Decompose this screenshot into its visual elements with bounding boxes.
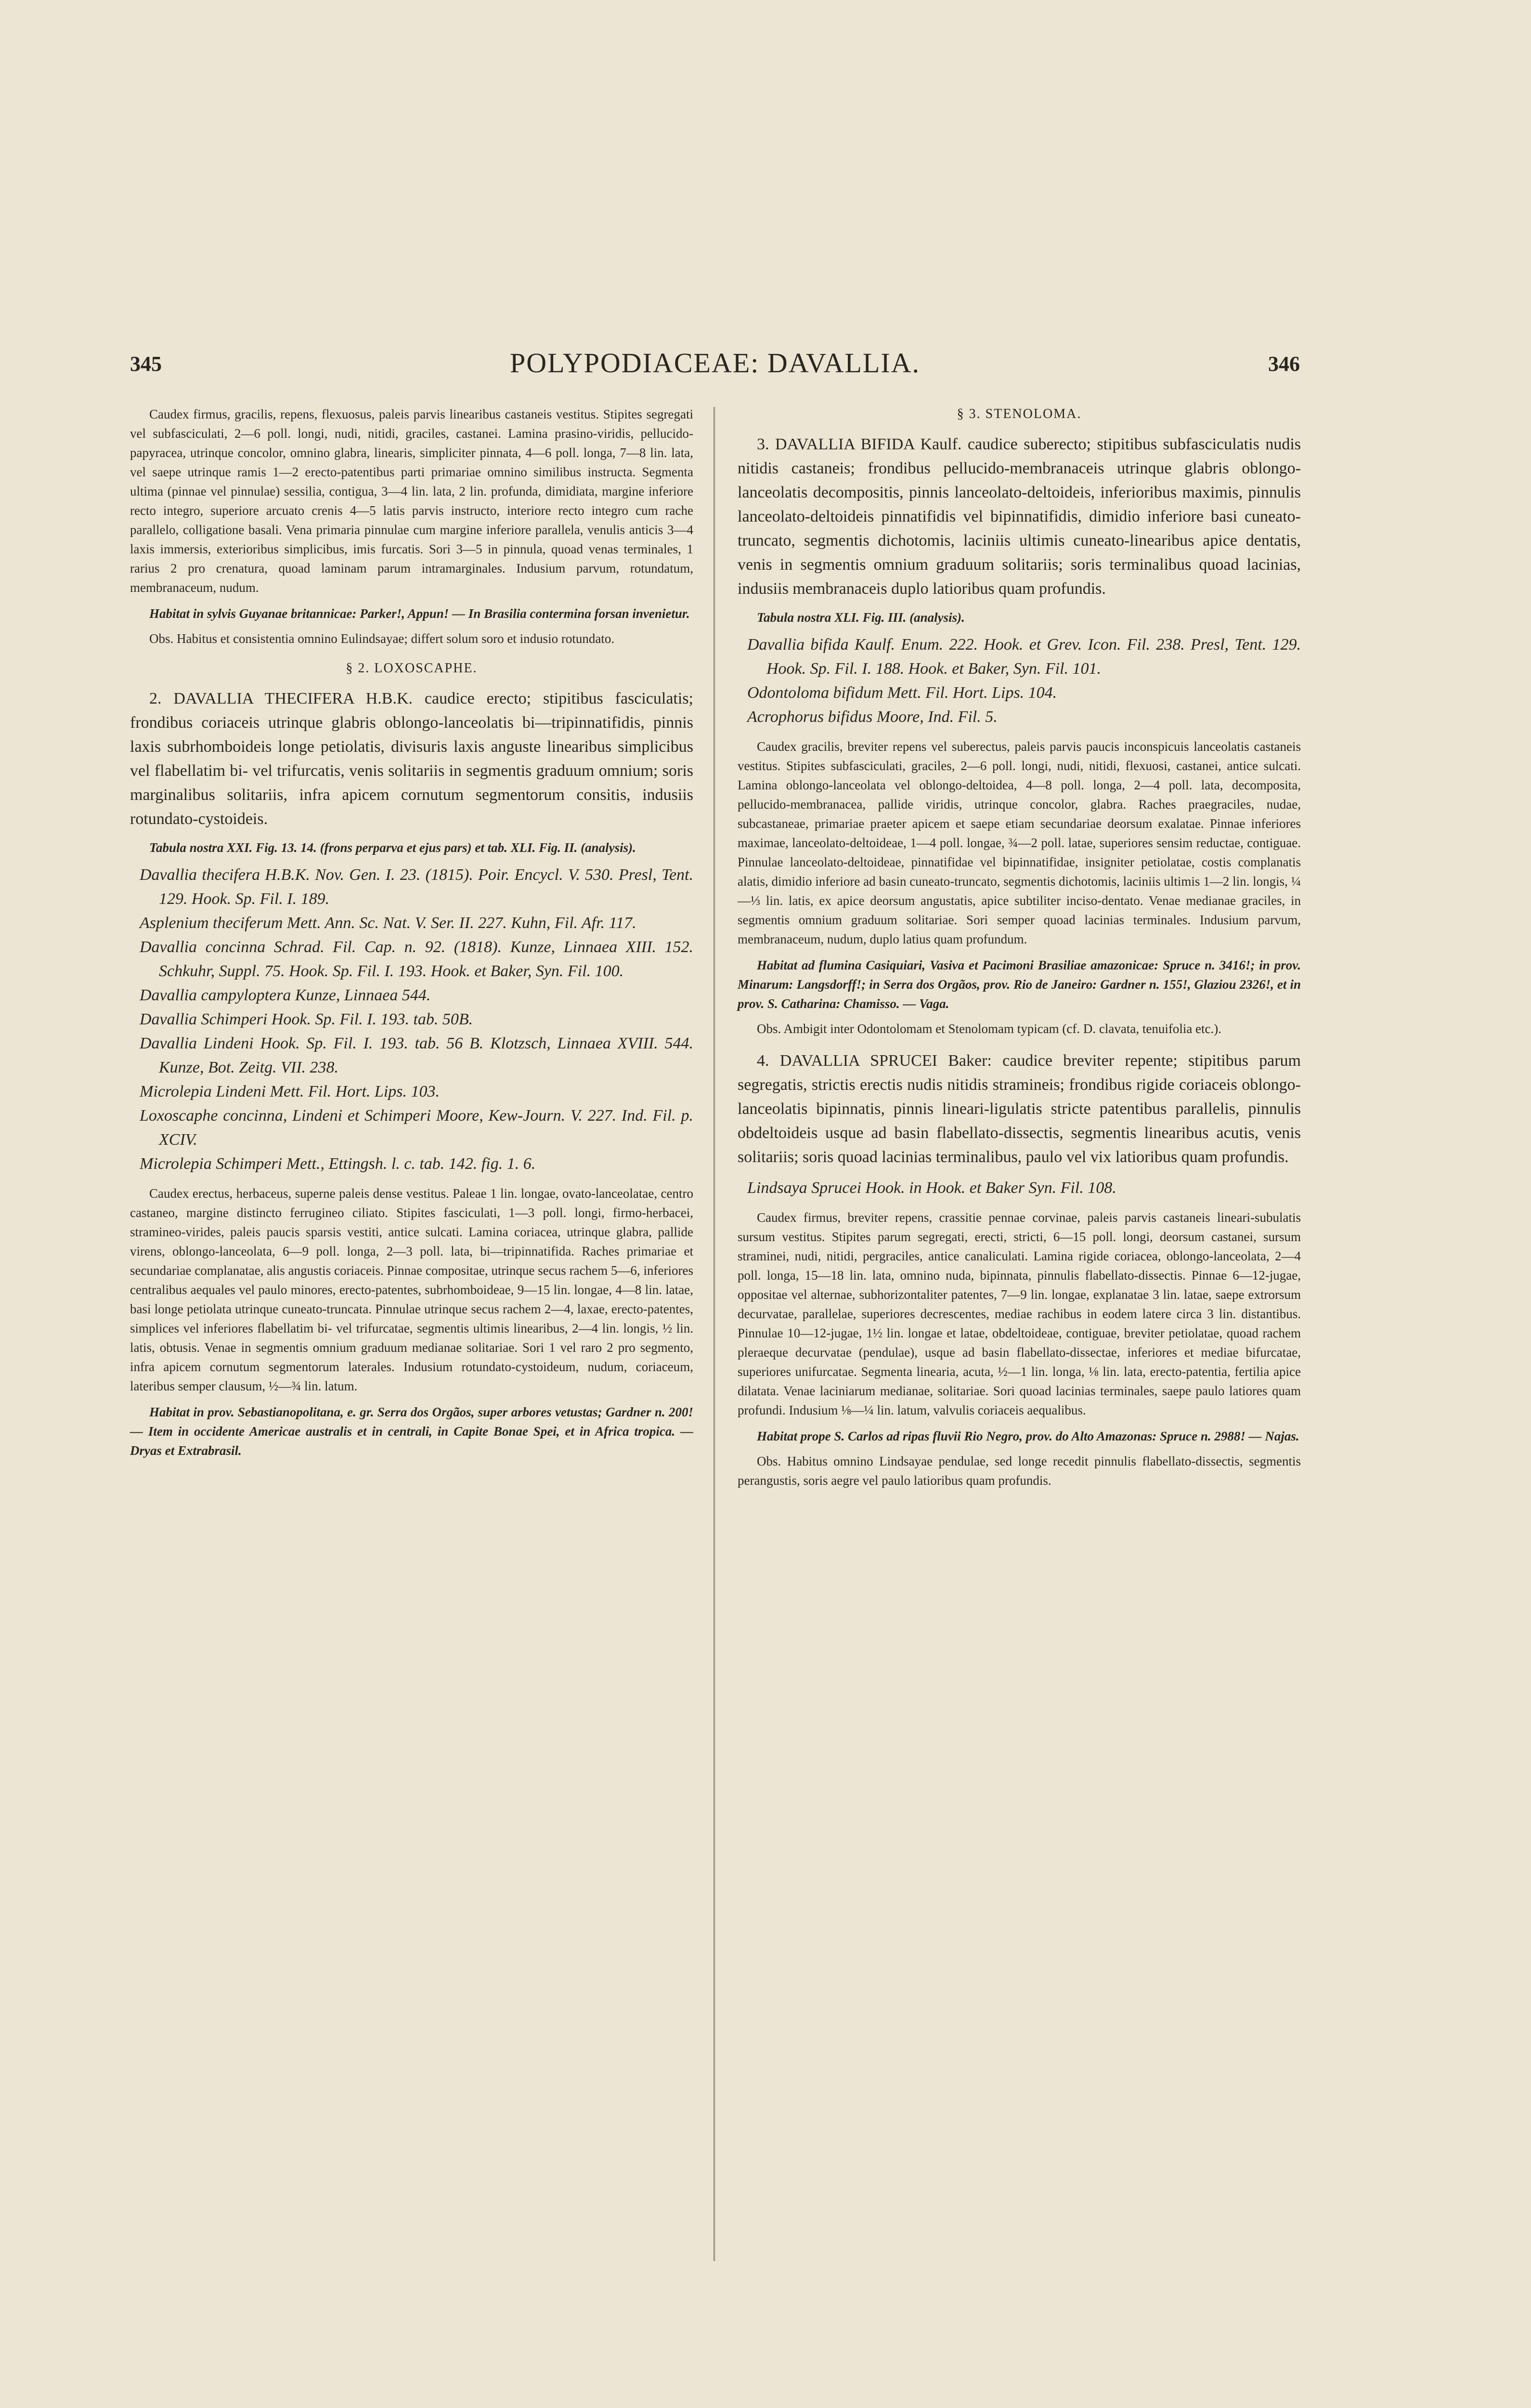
- synonym-entry: Davallia thecifera H.B.K. Nov. Gen. I. 23. (1815). Poir. Encycl. V. 530. Presl, Tent. 129. Hook. Sp. Fil. I. 189.: [140, 866, 693, 908]
- book-page: [130, 347, 1300, 2321]
- running-header: [130, 347, 1300, 385]
- synonymy-list: [738, 1176, 1301, 1200]
- description-paragraph: Caudex erectus, herbaceus, superne paleis dense vestitus. Paleae 1 lin. longae, ovato-lanceolatae, centro castaneo, margine distincto ferrugineo ciliato. Stipites fasciculati, 1—3 poll. longi, firmo-herbacei, stramineo-virides, paleis paucis sparsis vestiti, antice sulcati. Lamina coriacea, utrinque glabra, pallide virens, oblongo-lanceolata, 6—9 poll. longa, 2—3 poll. lata, bi—tripinnatifida. Raches primariae et secundariae complanatae, alis angustis coriaceis. Pinnae compositae, utrinque secus rachem 5—6, inferiores centralibus aequales vel paulo minores, erecto-patentes, subrhomboideae, 9—15 lin. longae, 4—8 lin. latae, basi longe petiolata utrinque cuneato-truncata. Pinnulae utrinque secus rachem 2—4, laxae, erecto-patentes, simplices vel inferiores flabellatim bi- vel trifurcatae, segmentis ultimis linearibus, 2—4 lin. longis, ½ lin. latis, obtusis. Venae in segmentis omnium graduum medianae solitariae. Sori 1 vel raro 2 pro segmento, infra apicem cornutum segmentorum laterales. Indusium rotundato-cystoideum, nudum, coriaceum, lateribus semper clausum, ½—¾ lin. latum.: [130, 1186, 693, 1393]
- synonym-entry: Microlepia Lindeni Mett. Fil. Hort. Lips. 103.: [140, 1083, 440, 1100]
- section-heading: § 2. LOXOSCAPHE.: [346, 661, 478, 676]
- synonym-entry: Acrophorus bifidus Moore, Ind. Fil. 5.: [747, 708, 998, 726]
- right-column: [738, 405, 1301, 1496]
- description-paragraph: Caudex gracilis, breviter repens vel suberectus, paleis parvis paucis inconspicuis lanceolatis castaneis vestitus. Stipites subfasciculati, graciles, 2—6 poll. longi, nudi, nitidi, flexuosi, castanei, antice sulcati. Lamina oblongo-lanceolata vel oblongo-deltoidea, 4—8 poll. longa, 2—4 poll. lata, decomposita, pellucido-membranacea, pallide viridis, utrinque concolor, glabra. Raches praegraciles, nudae, subcastaneae, primariae praeter apicem et saepe etiam secundariae deorsum exalatae. Pinnae inferiores maximae, lanceolato-deltoideae, 1—4 poll. longae, ¾—2 poll. latae, superiores sensim reductae, contiguae. Pinnulae lanceolato-deltoideae, pinnatifidae vel bipinnatifidae, insigniter petiolatae, costis complanatis alatis, dimidio inferiore ad basin cuneato-truncato, segmentis dichotomis, laciniis ultimis 1—2 lin. longis, ¼—⅓ lin. latis, ex apice deorsum angustatis, apice subtiliter inciso-dentato. Venae medianae graciles, in segmentis omnium graduum solitariae. Sori semper quoad lacinias terminales. Indusium parvum, membranaceum, nudum, duplo latius quam profundum.: [738, 739, 1301, 946]
- running-title: POLYPODIACEAE: DAVALLIA.: [509, 347, 921, 379]
- synonymy-list: [738, 633, 1301, 729]
- species-diagnosis: 4. DAVALLIA SPRUCEI Baker: caudice breviter repente; stipitibus parum segregatis, strictis erectis nudis nitidis stramineis; frondibus rigide coriaceis oblongo-lanceolatis bipinnatis, pinnis lineari-ligulatis stricte patentibus parallelis, pinnulis obdeltoideis usque ad basin flabellato-dissectis, segmentis linearibus acutis, venis solitariis; soris quoad lacinias terminalibus, paulo vel vix latioribus quam profundis.: [738, 1052, 1301, 1166]
- synonym-entry: Davallia campyloptera Kunze, Linnaea 544.: [140, 986, 431, 1004]
- synonym-entry: Loxoscaphe concinna, Lindeni et Schimperi Moore, Kew-Journ. V. 227. Ind. Fil. p. XCIV.: [140, 1107, 693, 1149]
- synonym-entry: Asplenium theciferum Mett. Ann. Sc. Nat. V. Ser. II. 227. Kuhn, Fil. Afr. 117.: [140, 914, 636, 932]
- plate-reference: Tabula nostra XLI. Fig. III. (analysis).: [757, 610, 965, 625]
- section-heading: § 3. STENOLOMA.: [957, 406, 1082, 421]
- synonym-entry: Microlepia Schimperi Mett., Ettingsh. l. c. tab. 142. fig. 1. 6.: [140, 1155, 536, 1173]
- description-paragraph: Caudex firmus, breviter repens, crassitie pennae corvinae, paleis parvis castaneis lineari-subulatis sursum vestitus. Stipites parum segregati, erecti, stricti, 6—15 poll. longi, deorsum castanei, sursum straminei, nudi, nitidi, pergraciles, antice canaliculati. Lamina rigide coriacea, oblongo-lanceolata, 2—4 poll. longa, 15—18 lin. lata, omnino nuda, bipinnata, pinnulis flabellato-dissectis. Pinnae 6—12-jugae, oppositae vel alternae, subhorizontaliter patentes, 7—9 lin. longae, explanatae 3 lin. latae, saepe extrorsum decurvatae, parallelae, superiores decrescentes, mediae rachibus in eodem latere circa 3 lin. distantibus. Pinnulae 10—12-jugae, 1½ lin. longae et latae, obdeltoideae, contiguae, breviter petiolatae, quoad rachem pleraeque decurvatae (pendulae), usque ad basin flabellato-dissectae, inferiores et mediae bifurcatae, superiores unifurcatae. Segmenta linearia, acuta, ½—1 lin. longa, ⅛ lin. lata, erecto-patentia, fertilia apice dilatata. Venae laciniarum medianae, solitariae. Sori quoad lacinias terminales, saepe paulo latiores quam profundi. Indusium ⅛—¼ lin. latum, valvulis coriaceis aequalibus.: [738, 1210, 1301, 1417]
- observation-note: Obs. Ambigit inter Odontolomam et Stenolomam typicam (cf. D. clavata, tenuifolia etc.).: [757, 1021, 1222, 1036]
- description-paragraph: Caudex firmus, gracilis, repens, flexuosus, paleis parvis linearibus castaneis vestitus. Stipites segregati vel subfasciculati, 2—6 poll. longi, nudi, nitidi, graciles, castanei. Lamina prasino-viridis, pellucido-papyracea, utrinque concolor, omnino glabra, linearis, simpliciter pinnata, 4—6 poll. longa, 7—8 lin. lata, vel saepe utrinque ramis 1—2 erecto-patentibus parti primariae omnino similibus instructa. Segmenta ultima (pinnae vel pinnulae) sessilia, contigua, 3—4 lin. lata, 2 lin. profunda, dimidiata, margine inferiore recto integro, superiore arcuato crenis 4—5 latis parvis instructo, interiore recto integro cum rache parallelo, colligatione basali. Vena primaria pinnulae cum margine inferiore parallela, venulis anticis 3—4 laxis immersis, exterioribus simplicibus, imis furcatis. Sori 3—5 in pinnula, quoad venas terminales, 1 rarius 2 pro crenatura, quoad laminam parum intramarginales. Indusium parvum, rotundatum, membranaceum, nudum.: [130, 407, 693, 595]
- species-diagnosis: 3. DAVALLIA BIFIDA Kaulf. caudice suberecto; stipitibus subfasciculatis nudis nitidis castaneis; frondibus pellucido-membranaceis utrinque glabris oblongo-lanceolatis decompositis, pinnis lanceolato-deltoideis, inferioribus maximis, pinnulis lanceolato-deltoideis pinnatifidis vel bipinnatifidis, dimidio inferiore basi cuneato-truncato, segmentis dichotomis, laciniis ultimis cuneato-linearibus apice dentatis, venis in segmentis omnium graduum solitariis; soris terminalibus quoad lacinias, indusiis membranaceis duplo latioribus quam profundis.: [738, 435, 1301, 598]
- synonym-entry: Davallia Schimperi Hook. Sp. Fil. I. 193. tab. 50B.: [140, 1010, 473, 1028]
- observation-note: Obs. Habitus omnino Lindsayae pendulae, sed longe recedit pinnulis flabellato-dissectis, segmentis perangustis, soris aegre vel paulo latioribus quam profundis.: [738, 1454, 1301, 1488]
- habitat-note: Habitat in sylvis Guyanae britannicae: Parker!, Appun! — In Brasilia contermina forsan invenietur.: [149, 606, 690, 621]
- synonym-entry: Davallia concinna Schrad. Fil. Cap. n. 92. (1818). Kunze, Linnaea XIII. 152. Schkuhr, Suppl. 75. Hook. Sp. Fil. I. 193. Hook. et Baker, Syn. Fil. 100.: [140, 938, 693, 980]
- left-column: [130, 405, 693, 1466]
- synonym-entry: Davallia bifida Kaulf. Enum. 222. Hook. et Grev. Icon. Fil. 238. Presl, Tent. 129. Hook. Sp. Fil. I. 188. Hook. et Baker, Syn. Fil. 101.: [747, 636, 1301, 678]
- plate-reference: Tabula nostra XXI. Fig. 13. 14. (frons perparva et ejus pars) et tab. XLI. Fig. II. (analysis).: [149, 840, 636, 855]
- observation-note: Obs. Habitus et consistentia omnino Eulindsayae; differt solum soro et indusio rotundato.: [149, 631, 615, 646]
- column-divider: [714, 407, 716, 2261]
- species-diagnosis: 2. DAVALLIA THECIFERA H.B.K. caudice erecto; stipitibus fasciculatis; frondibus coriaceis utrinque glabris oblongo-lanceolatis bi—tripinnatifidis, pinnis laxis subrhomboideis longe petiolatis, divisuris laxis anguste linearibus simplicibus vel flabellatim bi- vel trifurcatis, venis solitariis in segmentis graduum omnium; soris marginalibus solitariis, infra apicem cornutum segmentorum consitis, indusiis rotundato-cystoideis.: [130, 690, 693, 828]
- habitat-note: Habitat in prov. Sebastianopolitana, e. gr. Serra dos Orgãos, super arbores vetustas; Gardner n. 200! — Item in occidente Americae australis et in centrali, in Capite Bonae Spei, et in Africa tropica. — Dryas et Extrabrasil.: [130, 1405, 693, 1458]
- page-number-left: 345: [130, 352, 162, 376]
- habitat-note: Habitat ad flumina Casiquiari, Vasiva et Pacimoni Brasiliae amazonicae: Spruce n. 3416!; in prov. Minarum: Langsdorff!; in Serra dos Orgãos, prov. Rio de Janeiro: Gardner n. 155!, Glaziou 2326!, et in prov. S. Catharina: Chamisso. — Vaga.: [738, 958, 1301, 1011]
- synonymy-list: [130, 863, 693, 1176]
- page-number-right: 346: [1268, 352, 1300, 376]
- synonym-entry: Odontoloma bifidum Mett. Fil. Hort. Lips. 104.: [747, 684, 1057, 702]
- habitat-note: Habitat prope S. Carlos ad ripas fluvii Rio Negro, prov. do Alto Amazonas: Spruce n. 2988! — Najas.: [757, 1429, 1299, 1443]
- synonym-entry: Lindsaya Sprucei Hook. in Hook. et Baker Syn. Fil. 108.: [747, 1179, 1116, 1197]
- synonym-entry: Davallia Lindeni Hook. Sp. Fil. I. 193. tab. 56 B. Klotzsch, Linnaea XVIII. 544. Kunze, Bot. Zeitg. VII. 238.: [140, 1034, 693, 1076]
